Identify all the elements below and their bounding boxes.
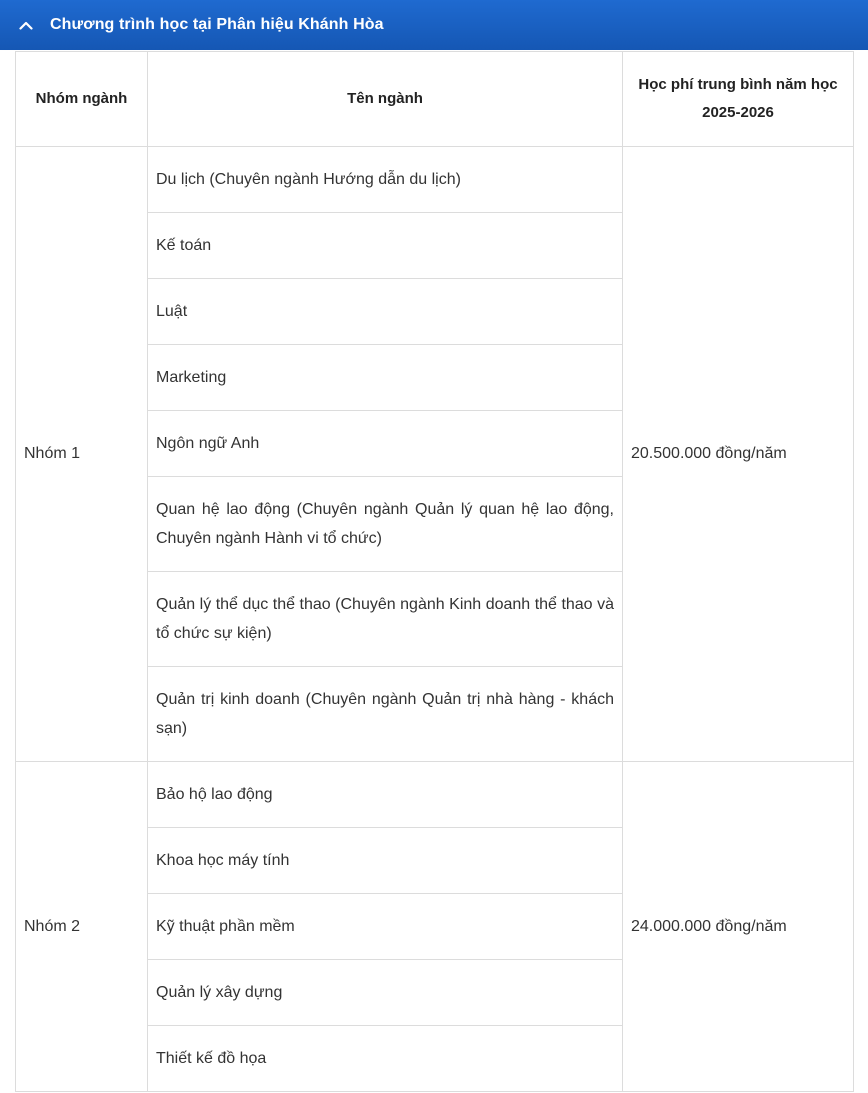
major-cell: Quan hệ lao động (Chuyên ngành Quản lý quan hệ lao động, Chuyên ngành Hành vi tổ chức) — [148, 477, 623, 572]
major-cell: Ngôn ngữ Anh — [148, 411, 623, 477]
major-cell: Thiết kế đồ họa — [148, 1026, 623, 1092]
major-cell: Du lịch (Chuyên ngành Hướng dẫn du lịch) — [148, 147, 623, 213]
major-cell: Quản trị kinh doanh (Chuyên ngành Quản trị nhà hàng - khách sạn) — [148, 667, 623, 762]
major-cell: Bảo hộ lao động — [148, 762, 623, 828]
header-group: Nhóm ngành — [16, 52, 148, 147]
major-cell: Quản lý thể dục thể thao (Chuyên ngành Kinh doanh thể thao và tổ chức sự kiện) — [148, 572, 623, 667]
table-header-row — [16, 52, 854, 147]
fee-cell: 20.500.000 đồng/năm — [623, 147, 854, 762]
major-cell: Kế toán — [148, 213, 623, 279]
accordion-title: Chương trình học tại Phân hiệu Khánh Hòa — [50, 16, 384, 33]
tuition-table — [15, 51, 854, 1092]
table-row — [16, 147, 854, 213]
header-fee: Học phí trung bình năm học 2025-2026 — [623, 52, 854, 147]
major-cell: Marketing — [148, 345, 623, 411]
table-row — [16, 762, 854, 828]
major-cell: Khoa học máy tính — [148, 828, 623, 894]
chevron-up-icon[interactable] — [17, 16, 35, 34]
header-major: Tên ngành — [148, 52, 623, 147]
major-cell: Quản lý xây dựng — [148, 960, 623, 1026]
major-cell: Luật — [148, 279, 623, 345]
group-cell: Nhóm 1 — [16, 147, 148, 762]
accordion-header[interactable] — [0, 0, 868, 50]
group-cell: Nhóm 2 — [16, 762, 148, 1092]
major-cell: Kỹ thuật phần mềm — [148, 894, 623, 960]
fee-cell: 24.000.000 đồng/năm — [623, 762, 854, 1092]
